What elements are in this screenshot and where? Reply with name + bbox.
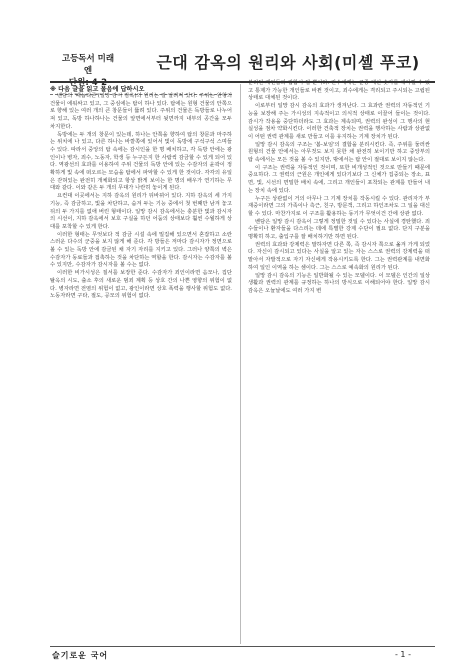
page-title: 근대 감옥의 원리와 사회(미셸 푸코) [156,53,420,72]
footer-divider [50,646,435,647]
header-book: 고등독서 미래엔 [61,54,115,76]
header-unit: 단원: 4-2 [68,78,108,88]
left-paragraph-5: 이러한 비가시성은 질서를 보장한 준다. 수감자가 죄인이라면 음모나, 집단 탈옥의 시도, 출소 후의 새로운 범죄 계획 등 상호 간의 나쁜 영향의 위험이 없다. 병자라면 전염의 위험이 없고, 광인이라면 상호 폭력을 행사할 위험도 없다. 노동자라면 구타, 절도, 공모의 위험이 없다. [50,270,232,300]
right-paragraph-2: 이로부터 일망 감시 감옥의 효과가 생겨난다. 그 효과란 권력의 자동적인 기능을 보장해 주는 가시성의 지속적이고 의식적 상태로 이끌어 들이는 것이다. 감시가 작용을 중단하더라도 그 효과는 계속되며, 권력의 완성이 그 행사의 현실성을 점차 약화시킨다. 이러한 건축적 장치는 권력을 행사하는 사람과 상관없이 어떤 권력 관계를 새로 만들고 이를 유지하는 기계 장치가 된다. [248,103,430,140]
page-number: - 1 - [395,650,411,659]
right-paragraph-5: 누구든 상관없이 거의 아무나 그 기계 장치를 작동시킬 수 있다. 관리자가 부재중이라면 그의 가족이나 측근, 친구, 방문객, 그리고 하인조차도 그 일을 대신할 수 있다. 마찬가지로 이 구조를 활용하는 동기가 무엇이건 간에 상관 없다. [248,195,430,217]
left-column [50,93,232,301]
column-divider [240,84,241,644]
right-column [248,80,430,296]
right-paragraph-4: 이 구조는 권력을 자동적인 것이며, 또한 비개성적인 것으로 만들기 때문에 중요하다. 그 권력의 근원은 개인에게 있다기보다 그 신체가 집중되는 장소, 표면, 빛, 시선의 면밀한 배치 속에, 그리고 개인들이 포착되는 관계를 만들어 내는 장치 속에 있다. [248,164,430,194]
left-paragraph-2: 독방에는 두 개의 창문이 있는데, 하나는 안쪽을 향하여 탑의 창문과 마주하는 위치에 나 있고, 다른 하나는 바깥쪽에 있어서 빛이 독방에 구석구석 스며들 수 있다. 따라서 중앙의 탑 속에는 감시인을 한 명 배치하고, 각 독방 안에는 광인이나 병자, 죄수, 노동자, 학생 등 누구든지 한 사람씩 감금할 수 있게 되어 있다. 역광선의 효과를 이용하여 주위 건물의 독방 안에 있는 수감자의 윤곽이 정확하게 빛 속에 떠오르는 모습을 탑에서 파악할 수 있게 한 것이다. 각각의 유일은 갇혀있는 완전히 개체화되고 항상 밝게 보이는 한 명의 배우가 연기하는 무대와 같다. 이와 같은 두 개의 무대가 나란히 놓이게 된다. [50,131,232,192]
right-paragraph-1: 분리된 개인들의 집합이 될 뿐이다. 간수에게는 군중 대신 숫자를 헤아릴 수 있고 통제가 가능한 개인들로 바뀐 것이고, 죄수에게는 격리되고 주시되는 고립된 상태로 대체된 것이다. [248,80,430,102]
right-paragraph-6: 벤담은 일망 감시 감옥이 그렇게 정밀한 것일 수 있다는 사실에 경탄했다. 죄수들이나 환자들을 다스리는 데에 특별한 강제 수단이 필요 없다. 단지 구분을 명확히 하고, 출입구를 잘 배치하기만 하면 된다. [248,218,430,241]
right-paragraph-7: 권력의 효과와 강제력은 말하자면 다른 쪽, 즉 감시자 쪽으로 옮겨 가게 되었다. 자신이 감시되고 있다는 사실을 알고 있는 자는 스스로 권력의 강제력을 떠맡아서 자발적으로 자기 자신에게 작용시키도록 한다. 그는 권력관계를 내면화하여 일인 이역을 하는 셈이다. 그는 스스로 예속화의 원리가 된다. [248,241,430,271]
left-paragraph-4: 이러한 형태는 무엇보다 적 감금 시설 속에 밀집해 있으면서 혼잡하고 소란스러운 다수의 군중을 보지 않게 해 준다. 각 방들은 저마다 감시자가 정면으로 볼 수 있는 독방 안에 감금된 채 자기 자리를 지키고 있다. 그러나 양쪽의 벽은 수감자가 동료들과 접촉하는 것을 차단하는 역할을 한다. 감시자는 수감자를 볼 수 있지만, 수감자가 감시자를 볼 수는 없다. [50,231,232,269]
section-heading: ※ 다음 글을 읽고 물음에 답하시오 [50,84,232,95]
right-paragraph-8: 일망 감시 감옥의 기능은 일반화될 수 있는 모델이다. 이 모델은 인간의 일상생활과 권력의 관계를 규정하는 하나의 방식으로 이해되어야 한다. 일망 감시 감옥은 오늘날에도 여러 가지 변 [248,272,430,294]
footer-label: 슬기로운 국어 [52,651,109,660]
right-paragraph-3: 일망 감시 감옥의 구조는 '봄-보임'의 결합을 분리시킨다. 즉, 주위를 둘러싼 원형의 건물 안에서는 아무것도 보지 못한 채 완전히 보이기만 하고 중앙부의 탑 속에서는 모든 것을 볼 수 있지만, 밖에서는 탑 안이 절대로 보이지 않는다. [248,141,430,164]
left-paragraph-3: 요컨대 이곳에서는 지하 감옥의 원리가 뒤바뀌어 있다. 지하 감옥의 세 가지 기능, 즉 감금하고, 빛을 차단하고, 숨겨 두는 기능 중에서 첫 번째만 남겨 놓고 뒤의 두 가지를 없애 버린 형태이다. 일망 감시 감옥에서는 충분한 빛과 감시자의 시선이, 지하 감옥에서 보호 구실을 하던 어둠의 상태보다 훨씬 수월하게 상대를 포착할 수 있게 한다. [50,193,232,230]
left-paragraph-1: 벤담의 '패놉티콘'(일망 감시 감옥)의 원리는 잘 알려져 있다. 주위는 원형의 건물이 에워싸고 있고, 그 중심에는 탑이 하나 있다. 탑에는 원형 건물의 안쪽으로 향해 있는 여러 개의 큰 창문들이 뚫려 있다. 주위의 건물은 독방들로 나누어져 있고, 독방 하나하나는 건물의 앞면에서부터 뒷면까지 내부의 공간을 모두 차지한다. [50,93,232,130]
